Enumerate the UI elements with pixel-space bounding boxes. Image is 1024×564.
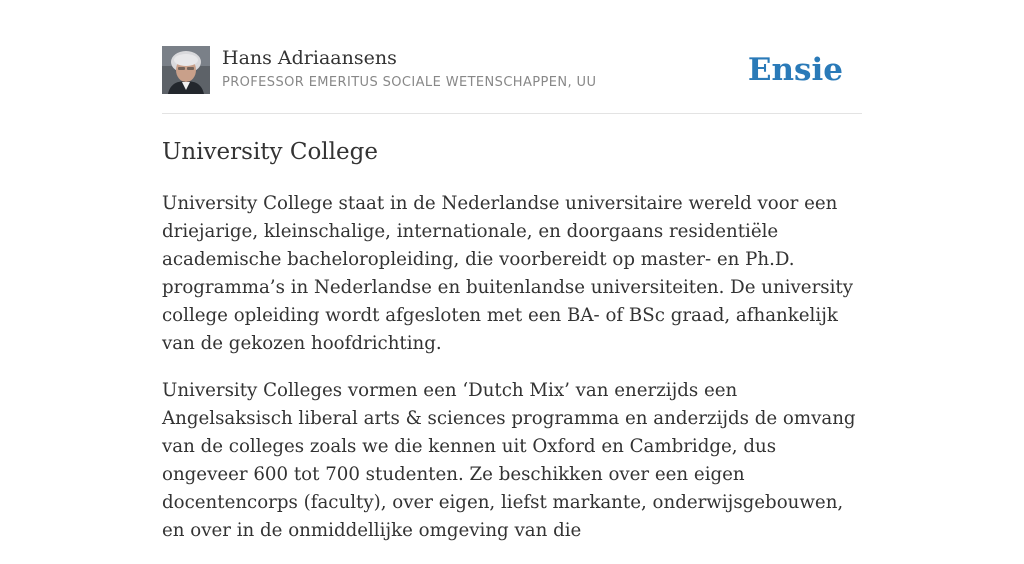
author-header (162, 0, 862, 114)
article-paragraph: University Colleges vormen een ‘Dutch Mix’ van enerzijds een Angelsaksisch liberal arts & sciences programma en anderzijds de omvang van de colleges zoals we die kennen uit Oxford en Cambridge, dus ongeveer 600 tot 700 studenten. Ze beschikken over een eigen docentencorps (faculty), over eigen, liefst markante, onderwijsgebouwen, en over in de onmiddellijke omgeving van die (162, 380, 856, 541)
ensie-logo[interactable]: Ensie (747, 52, 843, 88)
page (162, 0, 862, 541)
author-photo (162, 46, 210, 94)
author-avatar[interactable] (162, 46, 210, 94)
article-paragraph: University College staat in de Nederlandse universitaire wereld voor een driejarige, kleinschalige, internationale, en doorgaans residentiële academische bacheloropleiding, die voorbereidt op master- en Ph.D. programma’s in Nederlandse en buitenlandse universiteiten. De university college opleiding wordt afgesloten met een BA- of BSc graad, afhankelijk van de gekozen hoofdrichting. (162, 193, 853, 354)
author-name[interactable]: Hans Adriaansens (222, 47, 397, 69)
article-title: University College (162, 139, 378, 165)
author-title: PROFESSOR EMERITUS SOCIALE WETENSCHAPPEN, UU (222, 75, 597, 90)
article-body (162, 190, 862, 564)
